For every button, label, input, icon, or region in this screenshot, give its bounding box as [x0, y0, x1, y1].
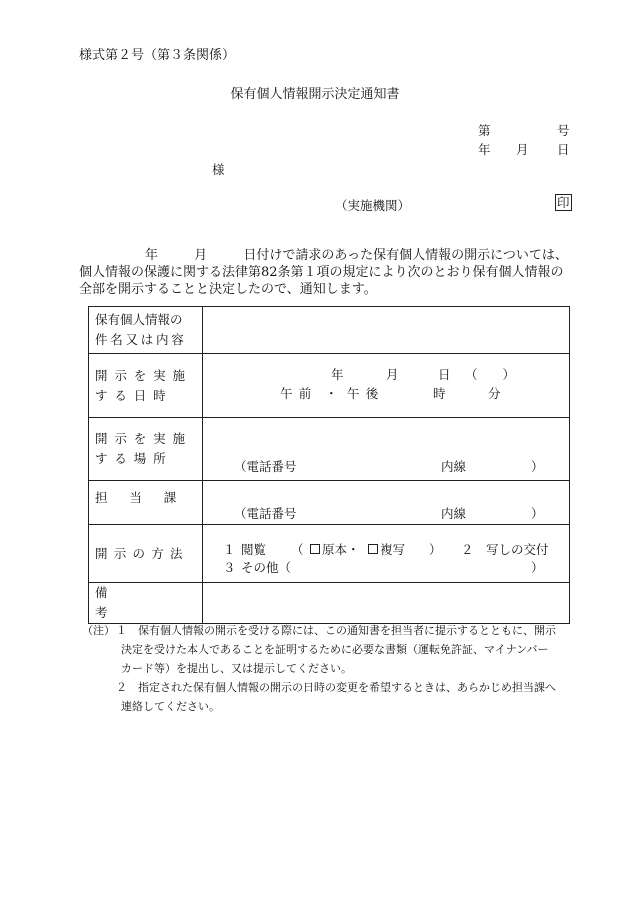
place-close-paren: ） [531, 458, 544, 474]
date-nen: 年 [478, 142, 491, 157]
method-3-label: その他（ [241, 559, 292, 575]
date-nichi: 日 [557, 142, 570, 157]
form-number: 様式第２号（第３条関係） [79, 48, 236, 63]
body-line-2: 個人情報の保護に関する法律第82条第１項の規定により次のとおり保有個人情報の [79, 265, 564, 280]
doc-number-dai: 第 [478, 123, 491, 138]
table-row-subject [89, 307, 570, 354]
body-gatsu: 月 [194, 248, 208, 263]
disclosure-table [88, 306, 570, 624]
body-line-3: 全部を開示することと決定したので、通知します。 [79, 282, 377, 297]
method-1-open-paren: （ [291, 541, 304, 557]
copy-checkbox[interactable] [368, 544, 378, 554]
table-row-section [89, 481, 570, 525]
remarks-value-cell[interactable] [203, 583, 570, 624]
note-1-text-2: 決定を受けた本人であることを証明するために必要な書類（運転免許証、マイナンバー [121, 643, 549, 656]
place-phone-label: （電話番号 [234, 458, 297, 474]
date-month: 月 [386, 366, 399, 382]
section-phone-label: （電話番号 [234, 505, 297, 521]
method-label [89, 525, 203, 583]
copy-label: 複写 [380, 541, 406, 557]
note-1-text-3: カード等）を提出し、又は提示してください。 [121, 662, 352, 675]
subject-value-cell[interactable] [203, 307, 570, 354]
time-am: 午前 [280, 385, 318, 401]
note-2-text-2: 連絡してください。 [121, 700, 220, 713]
method-3-number: ３ [223, 559, 236, 575]
time-separator: ・ [325, 385, 338, 401]
section-value-cell[interactable] [203, 481, 570, 525]
method-value-cell [203, 525, 570, 583]
original-checkbox[interactable] [310, 544, 320, 554]
notes-section [82, 621, 592, 716]
date-year: 年 [331, 366, 344, 382]
method-copy-option[interactable] [368, 540, 405, 558]
time-hour: 時 [433, 385, 446, 401]
datetime-label-line-2: する日時 [95, 387, 173, 403]
table-row-datetime [89, 354, 570, 418]
body-line-1 [79, 247, 579, 264]
remarks-label [89, 583, 203, 624]
place-label-line-2: する場所 [95, 451, 173, 466]
original-label: 原本・ [322, 541, 360, 557]
body-line1-rest: 日付けで請求のあった保有個人情報の開示については、 [243, 248, 568, 263]
method-3-close-paren: ） [531, 559, 544, 575]
table-row-remarks [89, 583, 570, 624]
page-title: 保有個人情報開示決定通知書 [230, 87, 400, 102]
method-1-label: 閲覧 [241, 541, 267, 557]
datetime-label [89, 354, 203, 418]
note-1-line-3 [82, 659, 592, 678]
place-value-cell[interactable] [203, 418, 570, 481]
time-minute: 分 [488, 385, 501, 401]
note-1-line-2 [82, 640, 592, 659]
table-row-method [89, 525, 570, 583]
table-row-place [89, 418, 570, 481]
datetime-label-line-1: 開示を実施 [95, 367, 192, 383]
section-ext-label: 内線 [441, 505, 467, 521]
method-original-option[interactable] [310, 540, 360, 558]
body-nen: 年 [145, 248, 159, 263]
remarks-label-text: 備考 [95, 585, 154, 620]
notes-prefix: （注） [82, 624, 115, 637]
note-2-text-1: 指定された保有個人情報の開示の日時の変更を希望するときは、あらかじめ担当課へ [138, 681, 556, 694]
body-paragraph [79, 247, 579, 298]
section-label-text: 担当課 [95, 489, 199, 505]
place-ext-label: 内線 [441, 458, 467, 474]
subject-label [89, 307, 203, 354]
note-2-line-2 [82, 697, 592, 716]
seal-mark: 印 [557, 195, 570, 210]
method-2-copy-delivery: ２ 写しの交付 [461, 541, 549, 557]
method-1-number: １ [223, 541, 236, 557]
datetime-value-cell[interactable] [203, 354, 570, 418]
recipient-sama: 様 [212, 162, 225, 177]
note-1-number: １ [116, 624, 127, 637]
doc-number-go: 号 [557, 123, 570, 138]
agency-label: （実施機関） [335, 198, 411, 213]
place-label [89, 418, 203, 481]
subject-label-line-1: 保有個人情報の [95, 312, 183, 327]
note-1-line-1 [82, 621, 592, 640]
section-close-paren: ） [531, 505, 544, 521]
date-weekday-paren: （ ） [465, 366, 516, 382]
note-2-number: ２ [116, 681, 127, 694]
time-pm: 午後 [347, 385, 385, 401]
note-2-line-1 [82, 678, 592, 697]
date-gatsu: 月 [516, 142, 529, 157]
place-label-line-1: 開示を実施 [95, 431, 192, 446]
section-label [89, 481, 203, 525]
method-label-text: 開示の方法 [95, 545, 189, 561]
date-day: 日 [438, 366, 451, 382]
method-1-close-paren: ） [429, 541, 442, 557]
subject-label-line-2: 件名又は内容 [95, 332, 187, 347]
note-1-text-1: 保有個人情報の開示を受ける際には、この通知書を担当者に提示するとともに、開示 [138, 624, 556, 637]
